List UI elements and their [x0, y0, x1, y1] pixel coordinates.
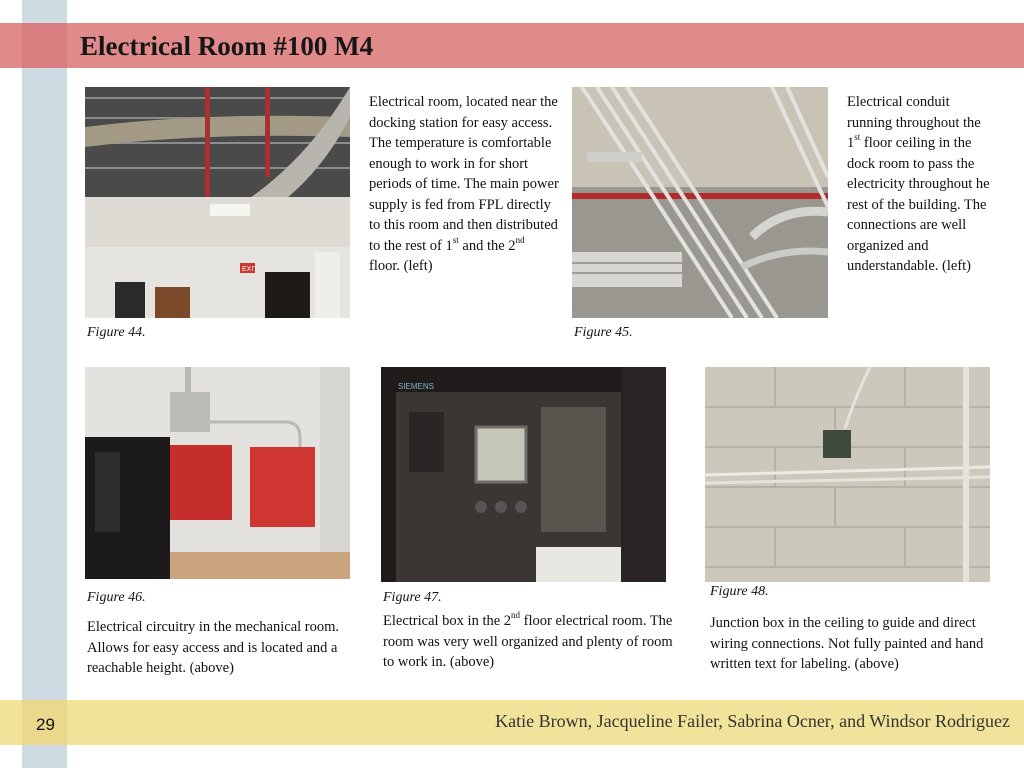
left-accent-bar	[22, 0, 67, 768]
figure-45-description: Electrical conduit running throughout the 1st floor ceiling in the dock room to pass the electricity throughout he rest of the building. The connections are well organized and understandable. (left)	[847, 94, 990, 274]
figure-47-caption: Figure 47.	[383, 590, 442, 605]
figure-48-photo	[705, 367, 990, 582]
page-number: 29	[36, 715, 55, 734]
figure-46-description: Electrical circuitry in the mechanical room. Allows for easy access and is located and a reachable height. (above)	[87, 619, 340, 676]
figure-44-description: Electrical room, located near the docking station for easy access. The temperature is comfortable enough to work in for short periods of time. The main power supply is fed from FPL directly to this room and then distributed to the rest of 1st and the 2nd floor. (left)	[369, 94, 559, 274]
exit-sign-text: EXIT	[242, 266, 258, 273]
figure-48-description: Junction box in the ceiling to guide and direct wiring connections. Not fully painted and hand written text for labeling. (above)	[710, 615, 984, 672]
figure-47-description: Electrical box in the 2nd floor electrical room. The room was very well organized and plenty of room to work in. (above)	[383, 610, 673, 670]
figure-46-photo	[85, 367, 350, 579]
figure-46-caption: Figure 46.	[87, 590, 146, 605]
figure-44-photo	[85, 87, 350, 318]
figure-45-photo	[572, 87, 828, 318]
figure-48-caption: Figure 48.	[710, 584, 769, 599]
figure-44-caption: Figure 44.	[87, 325, 146, 340]
title-band-accent	[22, 23, 67, 68]
authors-text: Katie Brown, Jacqueline Failer, Sabrina Ocner, and Windsor Rodriguez	[495, 711, 1010, 731]
siemens-label-text: SIEMENS	[398, 382, 435, 391]
figure-47-photo	[381, 367, 666, 582]
slide-title: Electrical Room #100 M4	[80, 31, 374, 61]
figure-45-caption: Figure 45.	[574, 325, 633, 340]
